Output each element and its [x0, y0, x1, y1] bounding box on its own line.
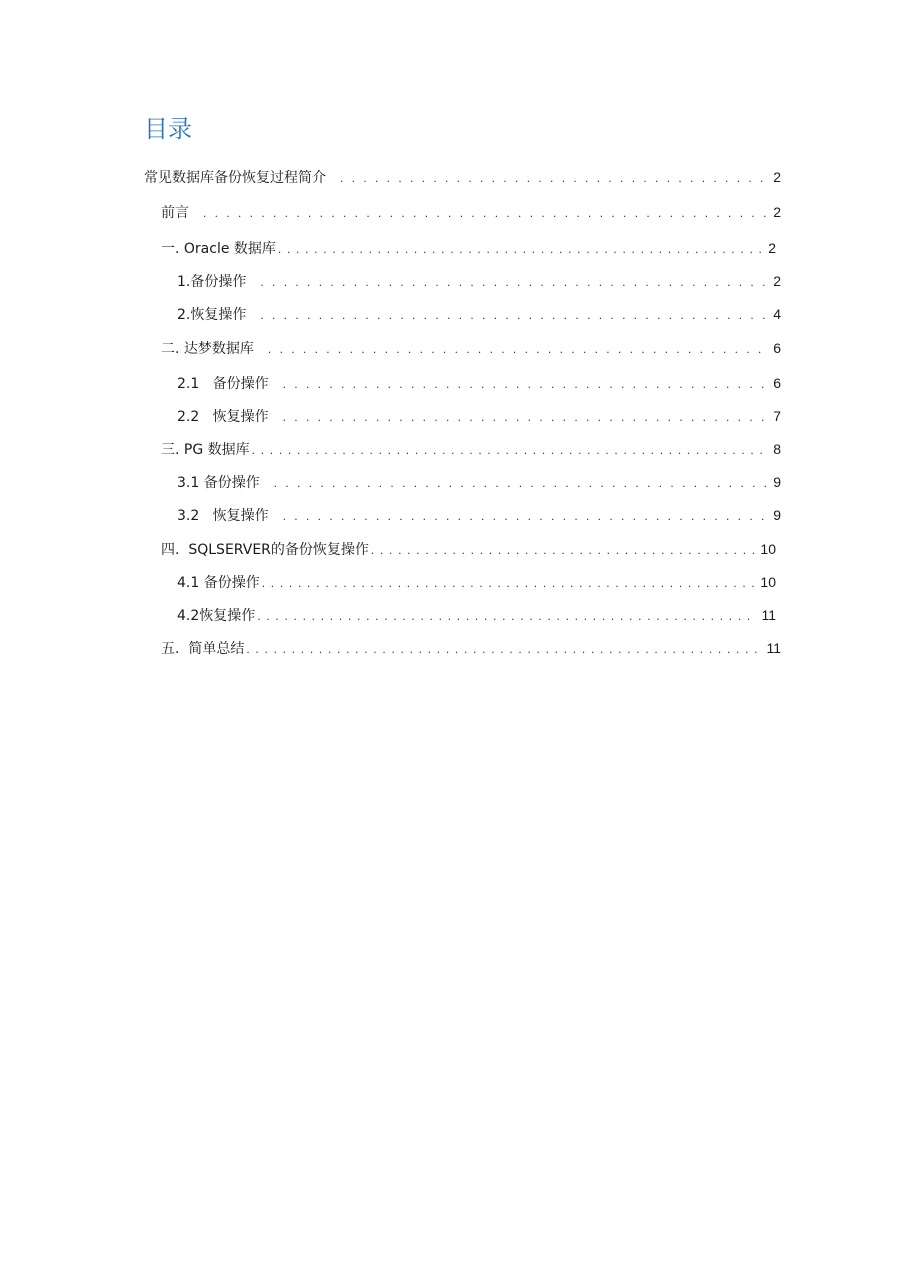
dot-leader [283, 505, 770, 526]
toc-entry[interactable] [177, 471, 781, 493]
toc-entry-label: 五. 简单总结 [161, 641, 245, 657]
toc-entry-label: 3.2 恢复操作 [177, 508, 269, 524]
toc-entry-page: 7 [773, 408, 781, 424]
dot-leader [283, 406, 770, 427]
toc-entry-page: 2 [773, 169, 781, 185]
toc-entry-label: 1.备份操作 [177, 274, 247, 290]
dot-leader [257, 605, 757, 626]
toc-entry[interactable] [177, 405, 781, 427]
toc-entry[interactable] [161, 438, 781, 460]
toc-entry-page: 4 [773, 306, 781, 322]
toc-entry[interactable] [177, 504, 781, 526]
dot-leader [246, 638, 762, 659]
toc-entry-label: 2.2 恢复操作 [177, 409, 269, 425]
dot-leader [260, 271, 769, 292]
toc-entry-page: 9 [773, 507, 781, 523]
toc-entry-label: 2.恢复操作 [177, 307, 247, 323]
toc-entry[interactable] [177, 604, 776, 626]
toc-entry[interactable] [177, 303, 781, 325]
toc-entry-page: 6 [773, 340, 781, 356]
dot-leader [278, 238, 764, 259]
toc-entry-label: 二. 达梦数据库 [161, 341, 254, 357]
toc-entry[interactable] [161, 237, 776, 259]
toc-entry[interactable] [177, 571, 776, 593]
toc-entry-page: 10 [760, 541, 776, 557]
dot-leader [203, 202, 769, 223]
toc-entry-page: 6 [773, 375, 781, 391]
toc-entry-page: 2 [773, 273, 781, 289]
toc-entry-page: 2 [768, 240, 776, 256]
dot-leader [260, 304, 769, 325]
dot-leader [274, 472, 769, 493]
toc-entry-label: 3.1 备份操作 [177, 475, 260, 491]
dot-leader [340, 167, 769, 188]
toc-entry-label: 4.2恢复操作 [177, 608, 256, 624]
dot-leader [283, 373, 770, 394]
toc-entry-label: 三. PG 数据库 [161, 442, 250, 458]
dot-leader [262, 572, 757, 593]
toc-entry-page: 11 [761, 607, 776, 623]
dot-leader [268, 338, 769, 359]
toc-entry-label: 常见数据库备份恢复过程简介 [144, 170, 326, 186]
toc-entry[interactable] [161, 538, 776, 560]
toc-entry-page: 9 [773, 474, 781, 490]
toc-entry[interactable] [161, 337, 781, 359]
toc-entry-label: 前言 [161, 205, 189, 221]
toc-entry-label: 4.1 备份操作 [177, 575, 260, 591]
toc-entry-page: 8 [773, 441, 781, 457]
dot-leader [252, 439, 770, 460]
toc-entry[interactable] [161, 637, 781, 659]
toc-entry[interactable] [177, 372, 781, 394]
toc-entry-page: 10 [760, 574, 776, 590]
toc-entry-label: 四. SQLSERVER的备份恢复操作 [161, 542, 369, 558]
toc-entry[interactable] [177, 270, 781, 292]
toc-entry[interactable] [144, 166, 781, 188]
toc-title: 目录 [144, 115, 192, 143]
dot-leader [371, 539, 757, 560]
toc-entry-page: 2 [773, 204, 781, 220]
toc-entry-label: 2.1 备份操作 [177, 376, 269, 392]
toc-entry[interactable] [161, 201, 781, 223]
toc-entry-label: 一. Oracle 数据库 [161, 241, 276, 257]
toc-entry-page: 11 [766, 640, 781, 656]
